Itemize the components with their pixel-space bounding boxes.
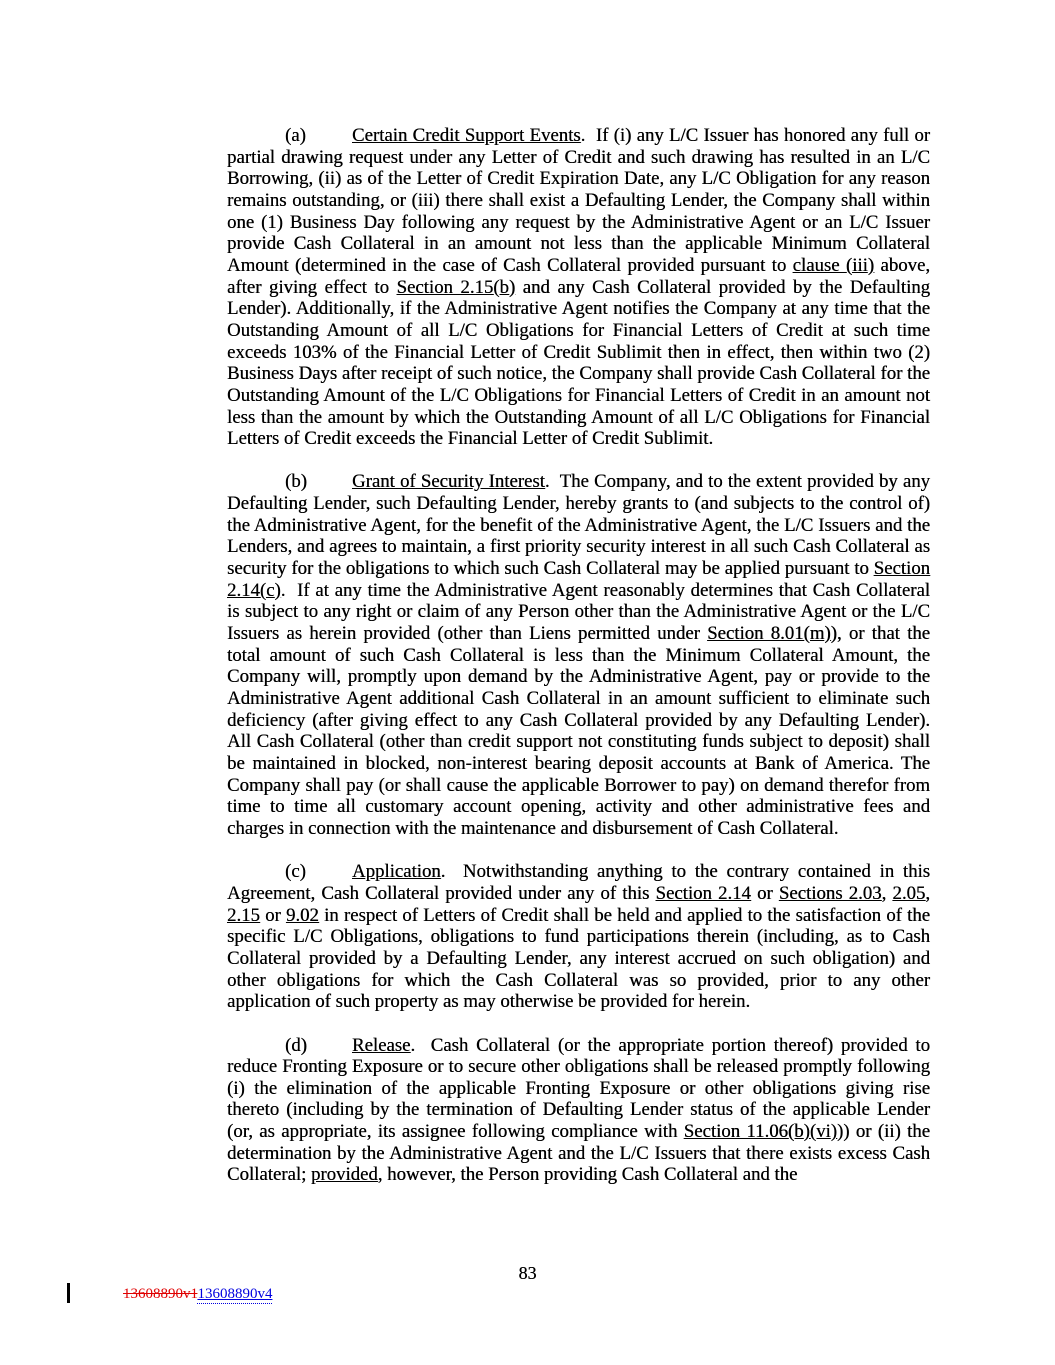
underlined-text: Certain Credit Support Events — [352, 125, 581, 146]
underlined-text: provided — [310, 1164, 378, 1186]
underlined-text: Release — [352, 1034, 411, 1056]
paragraph-d — [227, 1035, 930, 1187]
underlined-text: Section 2.15(b) — [396, 276, 516, 298]
underlined-text: Application — [352, 861, 441, 883]
underlined-text: 2.15 — [227, 904, 260, 926]
underlined-text: 9.02 — [285, 904, 319, 926]
paragraph-label: (a) — [285, 125, 306, 146]
body-text: . If at any time the Administrative Agent reasonably determines that Cash Collateral is subject to any right or claim of any Person other than the Administrative Agent or the L/C Issuers as herein provided (other than Liens permitted under — [227, 579, 930, 645]
inserted-version-text: 13608890v4 — [197, 1286, 273, 1302]
body-text: , — [925, 882, 930, 904]
body-text: , — [881, 882, 893, 904]
underlined-text: 2.05 — [892, 882, 926, 904]
paragraph-label: (b) — [285, 471, 307, 493]
body-text: . The Company, and to the extent provided by any Defaulting Lender, such Defaulting Lender, hereby grants to (and subjects to the control of) the Administrative Agent, for the benefit of the Administrative Agent, the L/C Issuers and the Lenders, and agrees to maintain, a first priority security interest in all such Cash Collateral as security for the obligations to which such Cash Collateral may be applied pursuant to — [227, 471, 930, 580]
paragraph-c — [227, 861, 930, 1013]
underlined-text: Section 8.01(m) — [707, 623, 831, 645]
underlined-text: Section 2.14(c) — [227, 558, 930, 601]
body-text: , however, the Person providing Cash Collateral and the — [377, 1164, 798, 1186]
paragraph-a — [227, 125, 930, 450]
paragraph-b — [227, 471, 930, 839]
body-text: or — [259, 904, 286, 926]
underlined-text: Grant of Security Interest — [352, 471, 545, 493]
document-body — [227, 125, 930, 1186]
body-text: in respect of Letters of Credit shall be held and applied to the satisfaction of the specific L/C Obligations, obligations to fund participations therein (including, as to Cash Collateral provided by a Defaulting Lender, any interest accrued on such obligation) and other obligations for which the Cash Collateral was so provided, prior to any other application of such property as may otherwise be provided for herein. — [227, 904, 930, 1013]
footer-version-stamp — [123, 1286, 272, 1303]
body-text: and any Cash Collateral provided by the Defaulting Lender). Additionally, if the Administrative Agent notifies the Company at any time that the Outstanding Amount of all L/C Obligations for Financial Letters of Credit at such time exceeds 103% of the Financial Letter of Credit Sublimit then in effect, then within two (2) Business Days after receipt of such notice, the Company shall provide Cash Collateral for the Outstanding Amount of the L/C Obligations for Financial Letters of Credit in an amount not less than the amount by which the Outstanding Amount of all L/C Obligations for Financial Letters of Credit exceeds the Financial Letter of Credit Sublimit. — [227, 276, 931, 450]
change-bar — [67, 1283, 70, 1303]
page-number: 83 — [518, 1263, 537, 1283]
paragraph-label: (d) — [285, 1034, 307, 1056]
body-text: )) or (ii) the determination by the Administrative Agent and the L/C Issuers that there exists excess Cash Collateral; — [227, 1121, 930, 1186]
body-text: above, after giving effect to — [227, 254, 930, 298]
underlined-text: Sections 2.03 — [778, 882, 882, 904]
underlined-text: clause (iii) — [792, 254, 875, 276]
body-text: ), or that the total amount of such Cash Collateral is less than the Minimum Collateral Amount, the Company will, promptly upon demand by the Administrative Agent, pay or provide to the Administrative Agent additional Cash Collateral in an amount sufficient to eliminate such deficiency (after giving effect to any Cash Collateral provided by any Defaulting Lender). All Cash Collateral (other than credit support not constituting funds subject to deposit) shall be maintained in blocked, non-interest bearing deposit accounts at Bank of America. The Company shall pay (or shall cause the applicable Borrower to pay) on demand therefor from time to time all customary account opening, activity and other administrative fees and charges in connection with the maintenance and disbursement of Cash Collateral. — [227, 623, 931, 839]
deleted-version-text: 13608890v1 — [123, 1286, 198, 1302]
paragraph-label: (c) — [285, 861, 306, 883]
underlined-text: Section 2.14 — [655, 882, 751, 904]
body-text: or — [750, 882, 779, 904]
body-text: . Cash Collateral (or the appropriate portion thereof) provided to reduce Fronting Exposure or to secure other obligations shall be released promptly following (i) the elimination of the applicable Fronting Exposure or other obligations giving rise thereto (including by the termination of Defaulting Lender status of the applicable Lender (or, as appropriate, its assignee following compliance with — [227, 1034, 930, 1143]
body-text: . Notwithstanding anything to the contrary contained in this Agreement, Cash Collateral provided under any of this — [227, 861, 930, 904]
underlined-text: Section 11.06(b)(vi) — [683, 1121, 837, 1143]
body-text: . If (i) any L/C Issuer has honored any full or partial drawing request under any Letter of Credit and such drawing has resulted in an L/C Borrowing, (ii) as of the Letter of Credit Expiration Date, any L/C Obligation for any reason remains outstanding, or (iii) there shall exist a Defaulting Lender, the Company shall within one (1) Business Day following any request by the Administrative Agent or an L/C Issuer provide Cash Collateral in an amount not less than the applicable Minimum Collateral Amount (determined in the case of Cash Collateral provided pursuant to — [227, 125, 930, 276]
